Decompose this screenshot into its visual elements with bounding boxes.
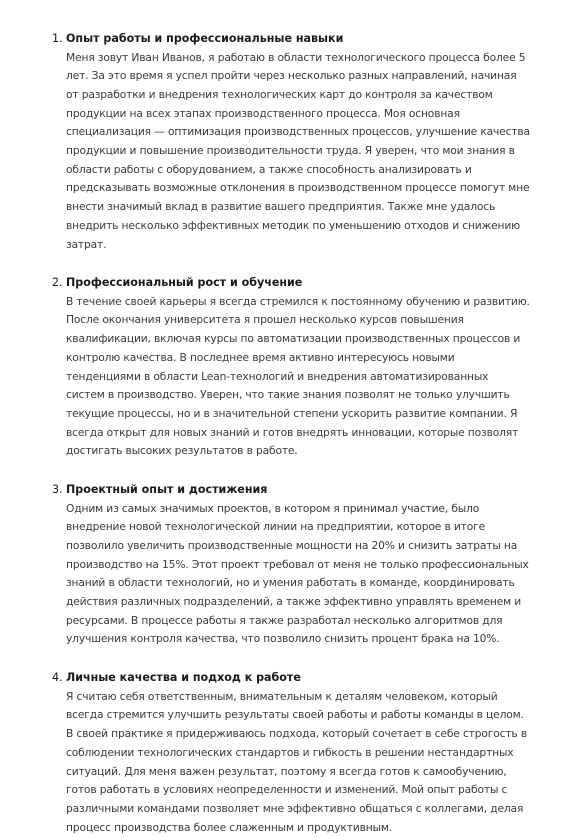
section-heading — [52, 274, 530, 291]
section-number: 4. — [52, 671, 63, 685]
section-heading — [52, 30, 530, 47]
section-paragraph: Я считаю себя ответственным, внимательным к деталям человеком, который всегда стремится улучшить результаты своей работы и работы команды в целом. В своей практике я придерживаюсь подхода, который сочетает в себе строгость в соблюдении технологических стандартов и гибкость в решении нестандартных ситуаций. Для меня важен результат, поэтому я всегда готов к самообучению, готов работать в условиях неопределенности и изменений. Мой опыт работы с различными командами позволяет мне эффективно общаться с коллегами, делая процесс производства более слаженным и продуктивным. — [66, 689, 527, 834]
section-experience — [52, 30, 530, 254]
section-paragraph: Одним из самых значимых проектов, в котором я принимал участие, было внедрение новой технологической линии на предприятии, которое в итоге позволило увеличить производственные мощности на 20% и снизить затраты на производство на 15%. Этот проект требовал от меня не только профессиональных знаний в области технологий, но и умения работать в команде, координировать действия различных подразделений, а также эффективно управлять временем и ресурсами. В процессе работы я также разработал несколько алгоритмов для улучшения контроля качества, что позволило снизить процент брака на 10%. — [66, 501, 529, 646]
section-number: 3. — [52, 483, 63, 497]
section-growth — [52, 274, 530, 461]
section-paragraph: Меня зовут Иван Иванов, я работаю в области технологического процесса более 5 лет. За это время я успел пройти через несколько разных направлений, начиная от разработки и внедрения технологических карт до контроля за качеством продукции на всех этапах производственного процесса. Моя основная специализация — оптимизация производственных процессов, улучшение качества продукции и повышение производительности труда. Я уверен, что мои знания в области работы с оборудованием, а также способность анализировать и предсказывать возможные отклонения в производственном процессе помогут мне внести значимый вклад в развитие вашего предприятия. Также мне удалось внедрить несколько эффективных методик по уменьшению отходов и снижению затрат. — [66, 50, 530, 251]
section-number: 2. — [52, 276, 63, 290]
section-number: 1. — [52, 32, 63, 45]
section-personal-qualities — [52, 669, 530, 837]
section-title: Профессиональный рост и обучение — [66, 276, 303, 290]
section-title: Личные качества и подход к работе — [66, 671, 301, 685]
section-projects — [52, 481, 530, 649]
section-title: Проектный опыт и достижения — [66, 483, 268, 497]
section-title: Опыт работы и профессиональные навыки — [66, 32, 344, 45]
section-heading — [52, 481, 530, 498]
section-paragraph: В течение своей карьеры я всегда стремился к постоянному обучению и развитию. После окончания университета я прошел несколько курсов повышения квалификации, включая курсы по автоматизации производственных процессов и контролю качества. В последнее время активно интересуюсь новыми тенденциями в области Lean-технологий и внедрения автоматизированных систем в производство. Уверен, что такие знания позволят не только улучшить текущие процессы, но и в значительной степени ускорить развитие компании. Я всегда открыт для новых знаний и готов внедрять инновации, которые позволят достигать высоких результатов в работе. — [66, 294, 530, 458]
section-heading — [52, 669, 530, 686]
